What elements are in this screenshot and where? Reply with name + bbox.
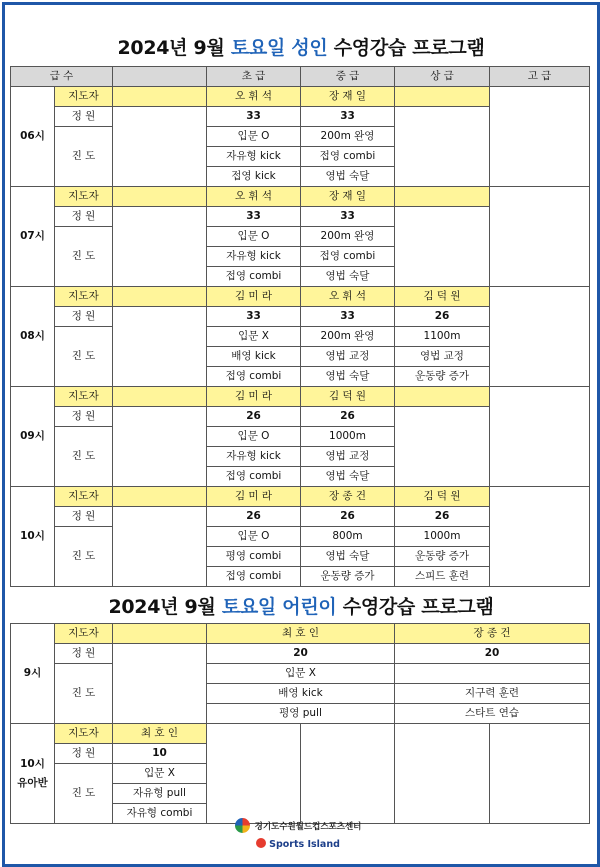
- instructor-empty: [113, 624, 207, 644]
- progress-item: 입문 O: [207, 527, 301, 547]
- progress-row: [11, 664, 590, 684]
- instructor-row: [11, 487, 590, 507]
- instructor-label: 지도자: [55, 487, 113, 507]
- progress-item: 입문 X: [207, 327, 301, 347]
- progress-item: 자유형 pull: [113, 784, 207, 804]
- progress-item: 200m 완영: [301, 227, 395, 247]
- instructor-name: 최 호 인: [207, 624, 395, 644]
- progress-item: 1000m: [395, 527, 490, 547]
- progress-item: 영법 숙달: [301, 367, 395, 387]
- instructor-empty: [113, 87, 207, 107]
- empty-cell: [301, 724, 395, 824]
- capacity-value: 33: [207, 207, 301, 227]
- upper-empty: [395, 207, 490, 287]
- session-time: 9시: [11, 624, 55, 724]
- progress-item: 200m 완영: [301, 327, 395, 347]
- capacity-value: 20: [207, 644, 395, 664]
- instructor-name: [395, 187, 490, 207]
- progress-item: 입문 O: [207, 427, 301, 447]
- progress-item: 평영 pull: [207, 704, 395, 724]
- instructor-empty: [113, 487, 207, 507]
- capacity-value: 33: [207, 107, 301, 127]
- capacity-empty: [113, 644, 207, 724]
- capacity-value: 20: [395, 644, 590, 664]
- instructor-row: [11, 187, 590, 207]
- progress-item: 영법 숙달: [301, 467, 395, 487]
- capacity-value: 26: [207, 407, 301, 427]
- empty-cell: [490, 724, 590, 824]
- advanced-empty: [490, 87, 590, 187]
- empty-cell: [207, 724, 301, 824]
- progress-item: 200m 완영: [301, 127, 395, 147]
- progress-item: 영법 숙달: [301, 167, 395, 187]
- header-row: [11, 67, 590, 87]
- capacity-value: 33: [301, 107, 395, 127]
- brand-name: Sports Island: [0, 838, 596, 850]
- adult-schedule-table: [10, 66, 590, 587]
- capacity-label: 정 원: [55, 407, 113, 427]
- progress-item: 입문 O: [207, 127, 301, 147]
- capacity-label: 정 원: [55, 207, 113, 227]
- capacity-label: 정 원: [55, 644, 113, 664]
- session-time: 09시: [11, 387, 55, 487]
- header-intermediate: 중 급: [301, 67, 395, 87]
- progress-item: 접영 combi: [207, 267, 301, 287]
- progress-item: 입문 X: [207, 664, 395, 684]
- capacity-empty: [113, 207, 207, 287]
- kids-schedule-table: [10, 623, 590, 824]
- kids-program-title: 2024년 9월 토요일 어린이 수영강습 프로그램: [108, 596, 494, 618]
- session-time: 08시: [11, 287, 55, 387]
- footer-logo: [0, 818, 596, 850]
- capacity-value: 26: [207, 507, 301, 527]
- progress-item: 운동량 증가: [301, 567, 395, 587]
- progress-label: 진 도: [55, 664, 113, 724]
- capacity-value: 10: [113, 744, 207, 764]
- progress-item: 영법 숙달: [301, 267, 395, 287]
- progress-item: 접영 kick: [207, 167, 301, 187]
- progress-item: 입문 X: [113, 764, 207, 784]
- org-name: 경기도수원월드컵스포츠센터: [254, 821, 362, 832]
- instructor-empty: [113, 387, 207, 407]
- instructor-name: 김 덕 원: [395, 287, 490, 307]
- capacity-label: 정 원: [55, 744, 113, 764]
- capacity-label: 정 원: [55, 307, 113, 327]
- progress-item: 자유형 kick: [207, 247, 301, 267]
- progress-item: 평영 combi: [207, 547, 301, 567]
- capacity-label: 정 원: [55, 507, 113, 527]
- instructor-name: 장 종 건: [301, 487, 395, 507]
- instructor-label: 지도자: [55, 87, 113, 107]
- instructor-empty: [113, 187, 207, 207]
- capacity-label: 정 원: [55, 107, 113, 127]
- capacity-value: 33: [301, 307, 395, 327]
- progress-item: 영법 교정: [301, 347, 395, 367]
- progress-item: 접영 combi: [207, 367, 301, 387]
- header-blank: [113, 67, 207, 87]
- adult-program-title: 2024년 9월 토요일 성인 수영강습 프로그램: [117, 37, 485, 59]
- capacity-value: 33: [301, 207, 395, 227]
- progress-item: 자유형 kick: [207, 147, 301, 167]
- progress-item: 접영 combi: [301, 147, 395, 167]
- progress-label: 진 도: [55, 427, 113, 487]
- advanced-empty: [490, 287, 590, 387]
- header-upper: 상 급: [395, 67, 490, 87]
- empty-cell: [395, 724, 490, 824]
- instructor-name: [395, 87, 490, 107]
- header-level: 급 수: [11, 67, 113, 87]
- instructor-label: 지도자: [55, 624, 113, 644]
- instructor-name: 장 종 건: [395, 624, 590, 644]
- instructor-name: 장 재 일: [301, 187, 395, 207]
- sports-center-logo-icon: [235, 818, 250, 833]
- instructor-name: 김 미 라: [207, 287, 301, 307]
- progress-item: 지구력 훈련: [395, 684, 590, 704]
- progress-label: 진 도: [55, 127, 113, 187]
- advanced-empty: [490, 387, 590, 487]
- capacity-value: 26: [301, 507, 395, 527]
- instructor-empty: [113, 287, 207, 307]
- session-time: 06시: [11, 87, 55, 187]
- instructor-row: [11, 724, 590, 744]
- instructor-label: 지도자: [55, 187, 113, 207]
- progress-item: 입문 O: [207, 227, 301, 247]
- instructor-name: 김 덕 원: [395, 487, 490, 507]
- progress-item: 접영 combi: [301, 247, 395, 267]
- capacity-value: 26: [395, 507, 490, 527]
- progress-item: 스타트 연습: [395, 704, 590, 724]
- instructor-name: 김 덕 원: [301, 387, 395, 407]
- progress-item: 800m: [301, 527, 395, 547]
- capacity-value: 26: [395, 307, 490, 327]
- instructor-row: [11, 387, 590, 407]
- progress-item: 영법 숙달: [301, 547, 395, 567]
- capacity-empty: [113, 307, 207, 387]
- progress-item: 배영 kick: [207, 347, 301, 367]
- capacity-row: [11, 644, 590, 664]
- advanced-empty: [490, 487, 590, 587]
- instructor-name: 오 휘 석: [207, 187, 301, 207]
- instructor-name: 최 호 인: [113, 724, 207, 744]
- capacity-value: 26: [301, 407, 395, 427]
- instructor-name: 오 휘 석: [301, 287, 395, 307]
- progress-item: 접영 combi: [207, 567, 301, 587]
- capacity-empty: [113, 407, 207, 487]
- progress-item: 운동량 증가: [395, 367, 490, 387]
- progress-item: 배영 kick: [207, 684, 395, 704]
- progress-label: 진 도: [55, 327, 113, 387]
- progress-label: 진 도: [55, 527, 113, 587]
- header-beginner: 초 급: [207, 67, 301, 87]
- instructor-name: 오 휘 석: [207, 87, 301, 107]
- progress-label: 진 도: [55, 227, 113, 287]
- progress-item: 자유형 combi: [113, 804, 207, 824]
- capacity-empty: [113, 107, 207, 187]
- instructor-name: 김 미 라: [207, 387, 301, 407]
- instructor-row: [11, 87, 590, 107]
- instructor-name: 김 미 라: [207, 487, 301, 507]
- progress-item: 접영 combi: [207, 467, 301, 487]
- session-time: [11, 724, 55, 824]
- instructor-name: [395, 387, 490, 407]
- sports-island-icon: [256, 838, 266, 848]
- upper-empty: [395, 407, 490, 487]
- progress-item: 자유형 kick: [207, 447, 301, 467]
- instructor-label: 지도자: [55, 387, 113, 407]
- instructor-row: [11, 624, 590, 644]
- progress-item: [395, 664, 590, 684]
- progress-item: 스피드 훈련: [395, 567, 490, 587]
- advanced-empty: [490, 187, 590, 287]
- session-time: 10시: [11, 487, 55, 587]
- progress-item: 1000m: [301, 427, 395, 447]
- instructor-label: 지도자: [55, 724, 113, 744]
- header-advanced: 고 급: [490, 67, 590, 87]
- capacity-empty: [113, 507, 207, 587]
- progress-item: 1100m: [395, 327, 490, 347]
- instructor-name: 장 재 일: [301, 87, 395, 107]
- instructor-row: [11, 287, 590, 307]
- progress-item: 운동량 증가: [395, 547, 490, 567]
- progress-label: 진 도: [55, 764, 113, 824]
- instructor-label: 지도자: [55, 287, 113, 307]
- upper-empty: [395, 107, 490, 187]
- progress-item: 영법 교정: [301, 447, 395, 467]
- session-time-line: 10시: [20, 757, 45, 770]
- progress-item: 영법 교정: [395, 347, 490, 367]
- capacity-value: 33: [207, 307, 301, 327]
- session-time: 07시: [11, 187, 55, 287]
- session-time-line: 유아반: [17, 776, 48, 789]
